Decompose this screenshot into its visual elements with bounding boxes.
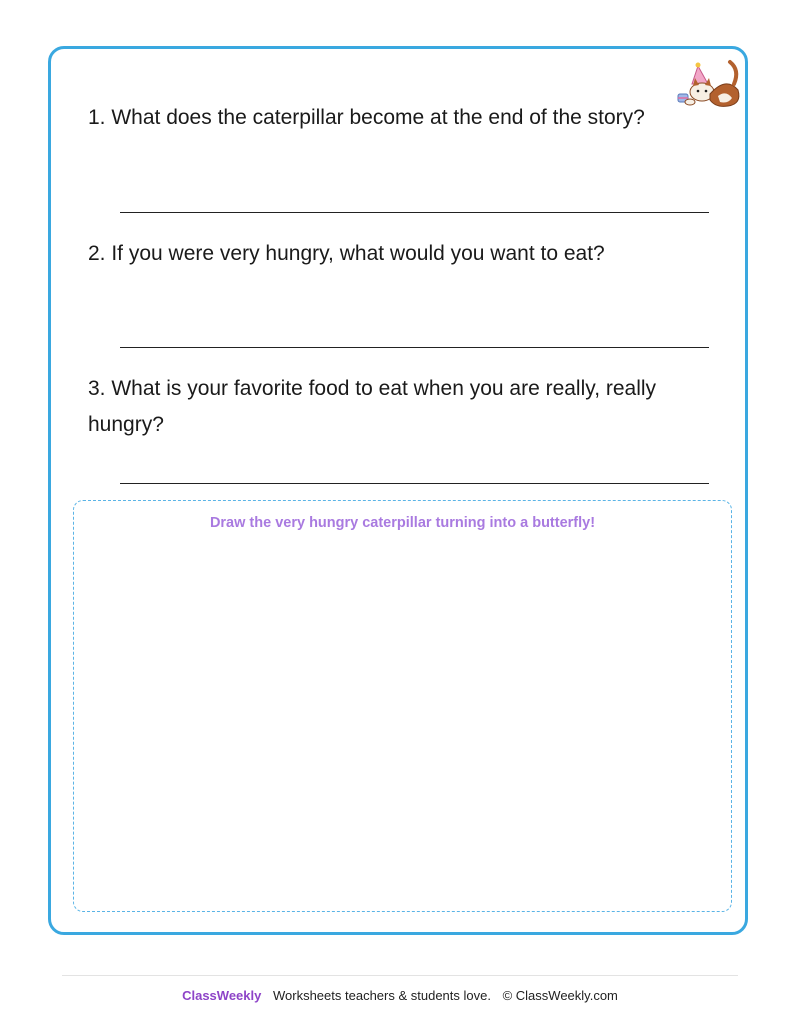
drawing-area[interactable] xyxy=(73,500,732,912)
question-1: 1. What does the caterpillar become at the end of the story? xyxy=(88,106,645,129)
footer-copyright: © ClassWeekly.com xyxy=(502,988,618,1003)
footer-tagline: Worksheets teachers & students love. xyxy=(272,988,491,1003)
footer-divider xyxy=(62,975,738,976)
footer-brand: ClassWeekly xyxy=(182,988,262,1003)
footer xyxy=(0,988,800,1003)
answer-line-2[interactable] xyxy=(120,347,709,348)
answer-line-1[interactable] xyxy=(120,212,709,213)
question-2: 2. If you were very hungry, what would you want to eat? xyxy=(88,242,605,265)
drawing-prompt: Draw the very hungry caterpillar turning into a butterfly! xyxy=(209,515,596,531)
answer-line-3[interactable] xyxy=(120,483,709,484)
question-3: 3. What is your favorite food to eat when you are really, really hungry? xyxy=(88,377,657,436)
